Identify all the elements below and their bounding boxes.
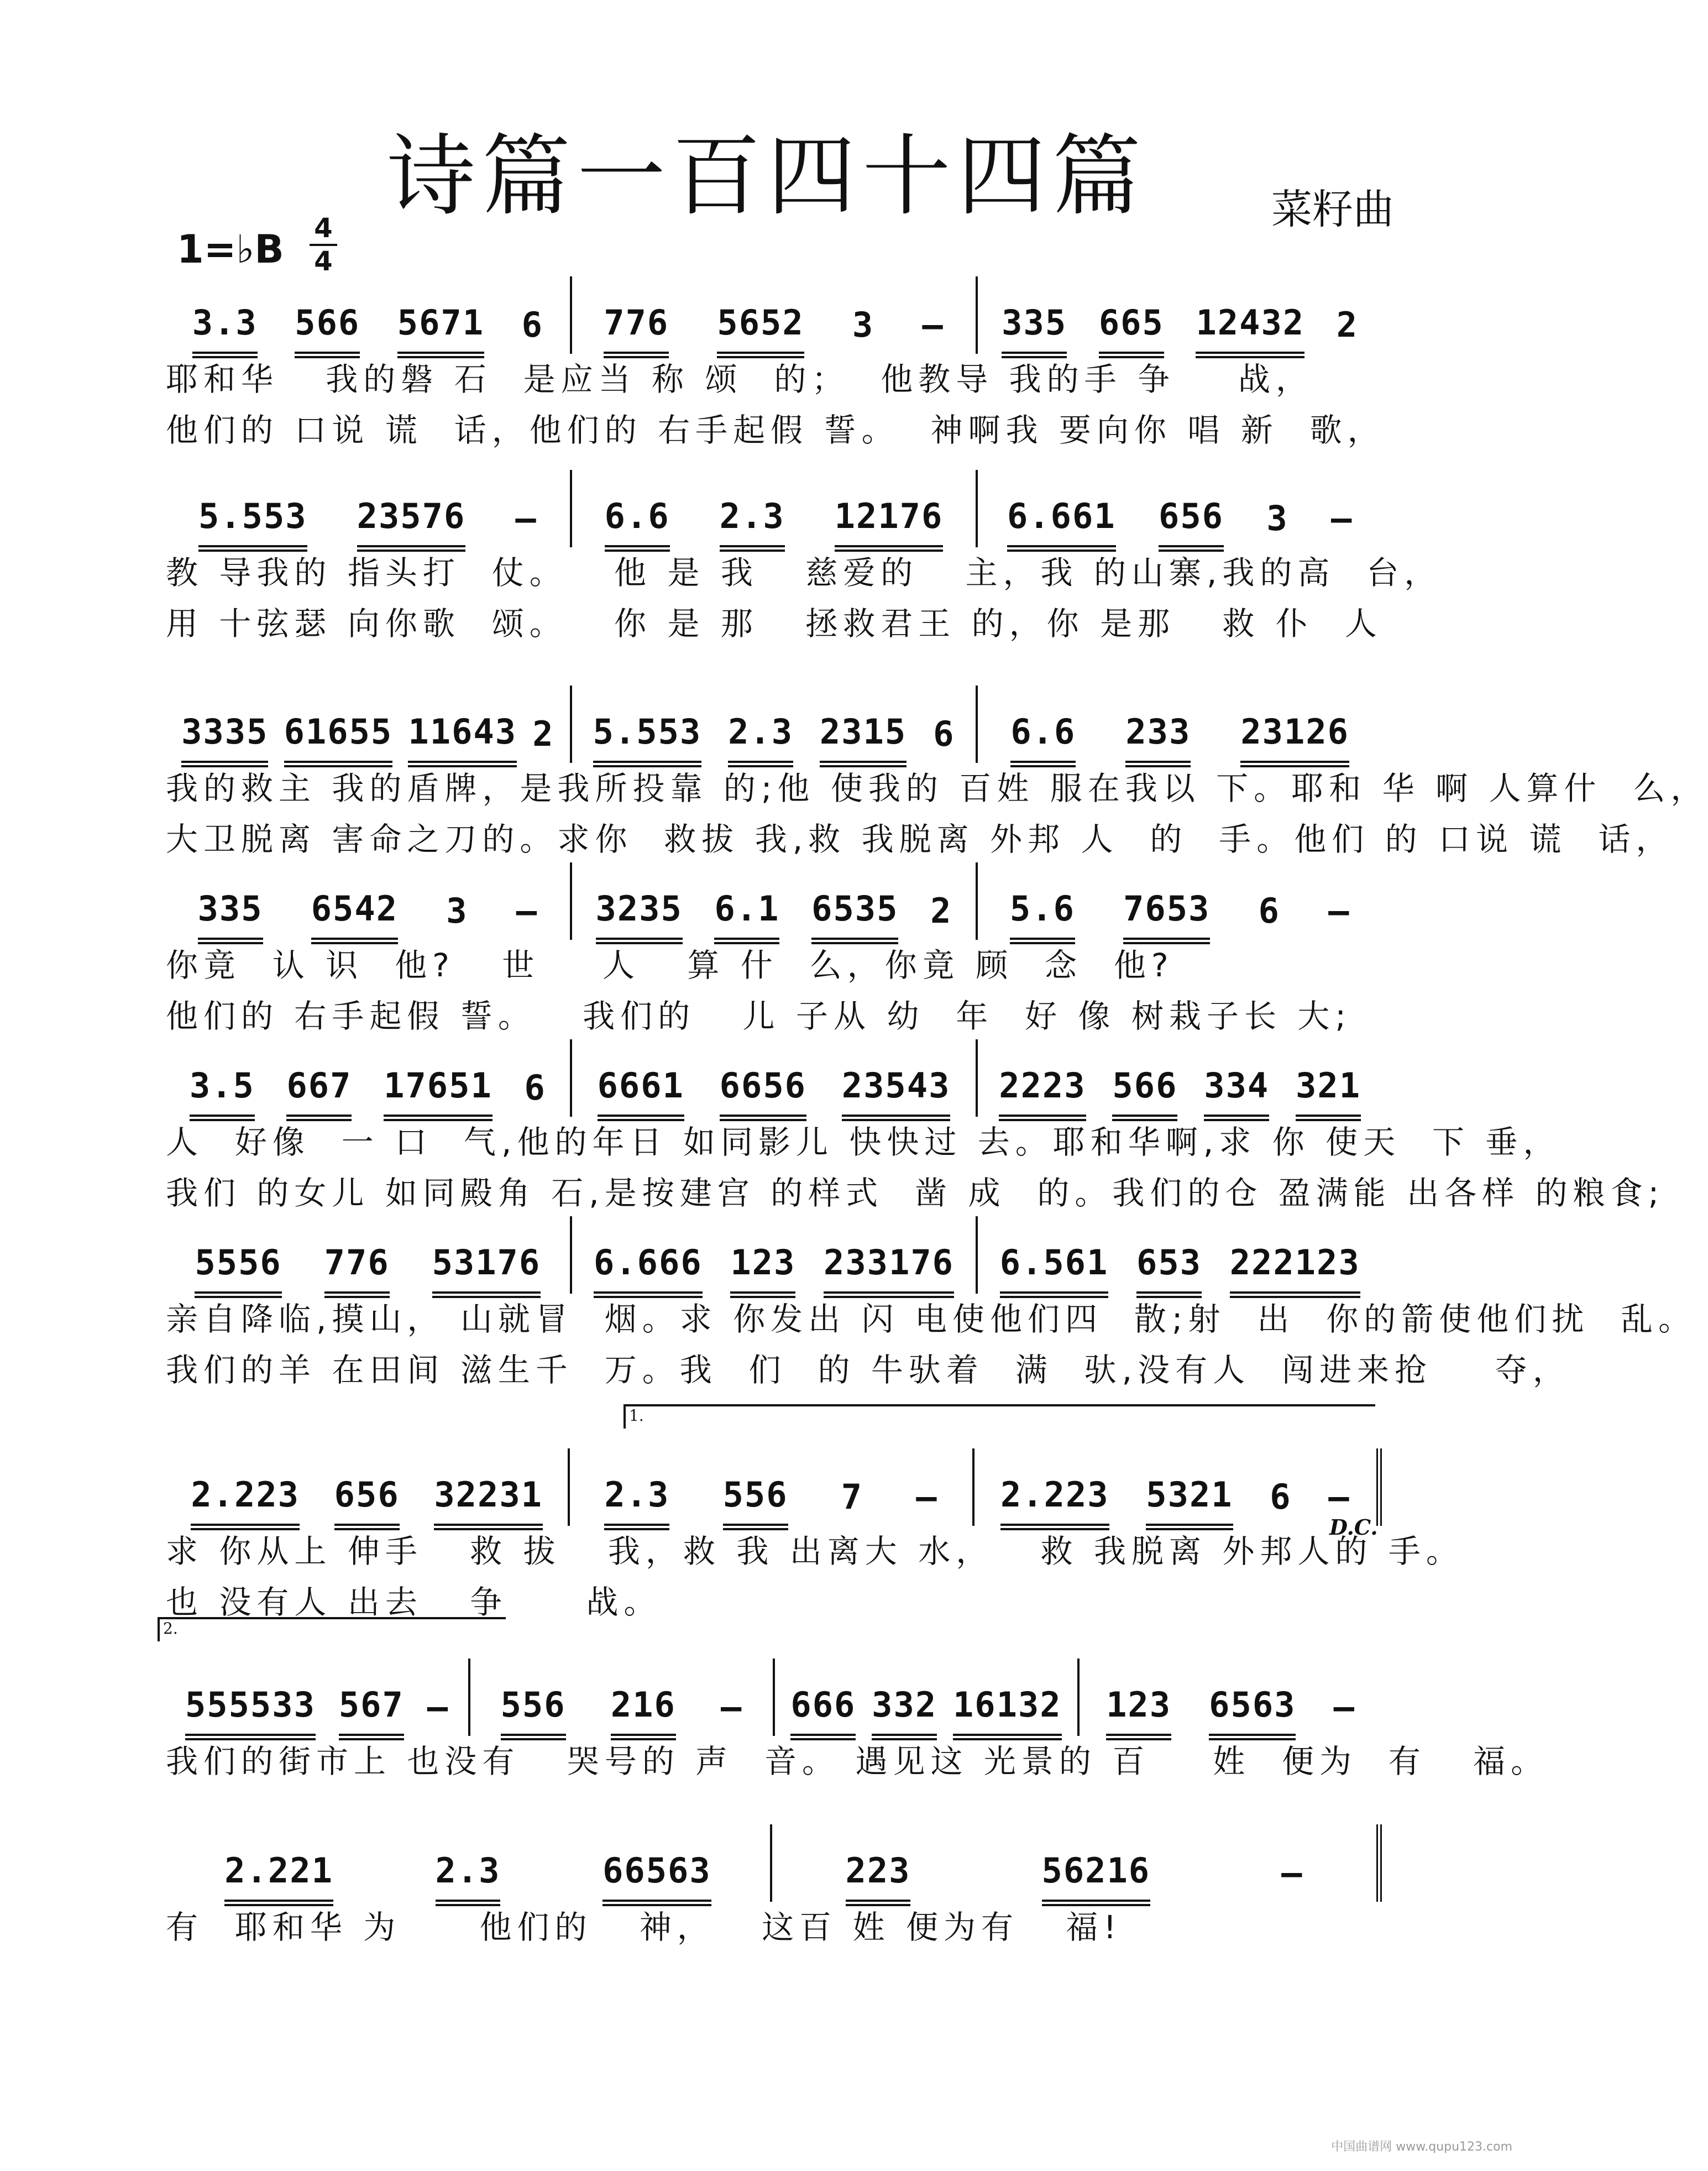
measure	[773, 1659, 1077, 1736]
note-group: 6.1	[714, 888, 779, 940]
measure	[568, 1448, 972, 1526]
measure	[166, 1448, 568, 1526]
lyric-verse-2: 也 没有人 出去 争 战。	[166, 1583, 662, 1621]
note-group: 123	[730, 1242, 795, 1294]
da-capo-mark: D.C.	[1329, 1515, 1378, 1540]
measure	[976, 276, 1382, 354]
note-group: 56216	[1042, 1850, 1151, 1902]
lyric-verse-1: 教 导我的 指头打 仗。 他 是 我 慈爱的 主，我 的山寨,我的高 台，	[166, 554, 1442, 592]
measure	[166, 1659, 468, 1736]
note-group: 5556	[195, 1242, 281, 1294]
note-group: 567	[339, 1685, 404, 1736]
note-group: 2315	[820, 712, 907, 763]
note-group: 6563	[1209, 1685, 1296, 1736]
note-group: –	[916, 1477, 938, 1517]
note-group: 3335	[181, 712, 268, 763]
watermark: 中国曲谱网 www.qupu123.com	[1331, 2140, 1512, 2154]
note-group: 5652	[717, 302, 804, 354]
note-group: –	[515, 498, 537, 538]
note-group: 216	[611, 1685, 676, 1736]
note-group: 11643	[408, 712, 517, 763]
score-line	[166, 276, 1385, 456]
key-signature: 1=♭B	[177, 227, 284, 272]
lyric-verse-2: 大卫脱离 害命之刀的。求你 救拔 我,救 我脱离 外邦 人 的 手。他们 的 口说 谎 话，	[166, 820, 1674, 858]
measure	[770, 1824, 1382, 1902]
lyric-verse-2: 我们的羊 在田间 滋生千 万。我 们 的 牛驮着 满 驮,没有人 闯进来抢 夺，	[166, 1351, 1570, 1389]
time-signature	[310, 213, 337, 277]
note-group: 66563	[602, 1850, 711, 1902]
note-group: 334	[1204, 1065, 1269, 1117]
score-line	[166, 1448, 1464, 1628]
measure	[468, 1659, 773, 1736]
note-group: 5671	[397, 302, 484, 354]
note-group: 6	[521, 305, 543, 345]
note-group: 23126	[1240, 712, 1349, 763]
note-group: 5.553	[198, 496, 307, 547]
note-group: 6.661	[1007, 496, 1116, 547]
note-group: –	[1333, 1687, 1355, 1727]
notation-line	[166, 1039, 1382, 1117]
note-group: 2.3	[604, 1474, 669, 1526]
lyric-verse-1: 求 你从上 伸手 救 拔 我，救 我 出离大 水， 救 我脱离 外邦人的 手。	[166, 1532, 1464, 1570]
note-group: 6.6	[605, 496, 670, 547]
note-group: 5321	[1146, 1474, 1233, 1526]
notation-line	[166, 686, 1382, 763]
note-group: 2.3	[720, 496, 785, 547]
note-group: 776	[604, 302, 669, 354]
measure	[976, 470, 1382, 547]
note-group: 3	[446, 891, 468, 931]
notation-line	[166, 1448, 1382, 1526]
notation-line	[166, 862, 1382, 940]
note-group: 335	[198, 888, 263, 940]
measure	[166, 470, 570, 547]
note-group: 32231	[434, 1474, 543, 1526]
lyric-verse-1: 人 好像 一 口 气,他的年日 如同影儿 快快过 去。耶和华啊,求 你 使天 下 垂，	[166, 1123, 1561, 1161]
measure	[570, 1216, 976, 1294]
note-group: 6656	[720, 1065, 806, 1117]
measure	[976, 1039, 1382, 1117]
score-line	[166, 470, 1442, 649]
note-group: 3.3	[192, 302, 258, 354]
note-group: 6	[1270, 1477, 1292, 1517]
note-group: –	[427, 1687, 449, 1727]
note-group: –	[1328, 891, 1350, 931]
measure	[570, 686, 976, 763]
note-group: 656	[334, 1474, 400, 1526]
note-group: 7	[841, 1477, 863, 1517]
note-group: 2223	[999, 1065, 1086, 1117]
note-group: 667	[286, 1065, 352, 1117]
note-group: 16132	[953, 1685, 1062, 1736]
note-group: 5.553	[593, 712, 702, 763]
note-group: 6.666	[594, 1242, 703, 1294]
time-signature-bottom: 4	[314, 246, 333, 277]
lyric-verse-2: 他们的 口说 谎 话，他们的 右手起假 誓。 神啊我 要向你 唱 新 歌，	[166, 411, 1385, 449]
note-group: 3235	[596, 888, 683, 940]
lyric-verse-1: 我的救主 我的盾牌，是我所投靠 的;他 使我的 百姓 服在我以 下。耶和 华 啊 人算什 么，	[166, 770, 1708, 807]
composer-credit: 菜籽曲	[1271, 186, 1394, 233]
note-group: 332	[872, 1685, 937, 1736]
notation-line	[166, 1824, 1382, 1902]
note-group: 2	[532, 714, 554, 754]
lyric-verse-1: 耶和华 我的磐 石 是应当 称 颂 的； 他教导 我的手 争 战，	[166, 360, 1313, 398]
score-line	[166, 1824, 1382, 1953]
volta-first-ending: 1.	[624, 1404, 1375, 1429]
lyric-verse-1: 我们的街市上 也没有 哭号的 声 音。 遇见这 光景的 百 姓 便为 有 福。	[166, 1743, 1549, 1780]
lyric-verse-2: 他们的 右手起假 誓。 我们的 儿 子从 幼 年 好 像 树栽子长 大;	[166, 997, 1351, 1035]
score-line	[166, 862, 1382, 1042]
note-group: 233176	[824, 1242, 954, 1294]
measure	[570, 470, 976, 547]
note-group: 53176	[432, 1242, 541, 1294]
time-signature-top: 4	[310, 213, 337, 246]
note-group: 222123	[1230, 1242, 1360, 1294]
note-group: 7653	[1123, 888, 1210, 940]
note-group: 6	[933, 714, 955, 754]
measure	[166, 1216, 570, 1294]
note-group: 123	[1106, 1685, 1171, 1736]
note-group: –	[1281, 1853, 1303, 1893]
note-group: 2.223	[191, 1474, 300, 1526]
note-group: 556	[723, 1474, 788, 1526]
measure	[570, 1039, 976, 1117]
note-group: 23576	[357, 496, 466, 547]
lyric-verse-1: 有 耶和华 为 他们的 神， 这百 姓 便为有 福!	[166, 1908, 1122, 1946]
note-group: –	[1331, 498, 1353, 538]
note-group: 6542	[311, 888, 398, 940]
measure	[570, 862, 976, 940]
note-group: 566	[295, 302, 360, 354]
measure	[166, 1824, 770, 1902]
score-line	[166, 1216, 1696, 1395]
note-group: 335	[1002, 302, 1067, 354]
note-group: 653	[1136, 1242, 1202, 1294]
note-group: –	[721, 1687, 743, 1727]
measure	[976, 862, 1382, 940]
note-group: 2.223	[1000, 1474, 1109, 1526]
score-line	[166, 1659, 1549, 1787]
note-group: 776	[324, 1242, 390, 1294]
notation-line	[166, 1659, 1382, 1736]
note-group: 17651	[384, 1065, 493, 1117]
lyric-verse-1: 亲自降临,摸山， 山就冒 烟。求 你发出 闪 电使他们四 散;射 出 你的箭使他们扰 乱。	[166, 1300, 1696, 1338]
note-group: 6.6	[1010, 712, 1076, 763]
note-group: 6	[524, 1068, 546, 1108]
note-group: 2	[1336, 305, 1359, 345]
note-group: 3	[1266, 498, 1288, 538]
note-group: 2.221	[224, 1850, 333, 1902]
note-group: 23543	[842, 1065, 951, 1117]
measure	[976, 1216, 1382, 1294]
note-group: 556	[501, 1685, 566, 1736]
note-group: 2.3	[436, 1850, 501, 1902]
note-group: 3	[852, 305, 874, 345]
note-group: 6535	[811, 888, 898, 940]
lyric-verse-2: 用 十弦瑟 向你歌 颂。 你 是 那 拯救君王 的，你 是那 救 仆 人	[166, 605, 1382, 642]
measure	[972, 1448, 1382, 1526]
note-group: 321	[1296, 1065, 1361, 1117]
note-group: 666	[790, 1685, 856, 1736]
notation-line	[166, 276, 1382, 354]
score-line	[166, 686, 1708, 865]
note-group: 2.3	[728, 712, 793, 763]
measure	[570, 276, 976, 354]
note-group: 566	[1112, 1065, 1177, 1117]
note-group: 3.5	[190, 1065, 255, 1117]
note-group: 12176	[835, 496, 944, 547]
note-group: 5.6	[1010, 888, 1075, 940]
note-group: 6	[1258, 891, 1280, 931]
note-group: 233	[1125, 712, 1191, 763]
note-group: 2	[930, 891, 952, 931]
note-group: 656	[1159, 496, 1224, 547]
measure	[166, 862, 570, 940]
note-group: 6.561	[1000, 1242, 1109, 1294]
song-title: 诗篇一百四十四篇	[386, 124, 1148, 228]
notation-line	[166, 470, 1382, 547]
note-group: 223	[846, 1850, 911, 1902]
measure	[1077, 1659, 1382, 1736]
measure	[976, 686, 1382, 763]
lyric-verse-1: 你竟 认 识 他? 世 人 算 什 么，你竟 顾 念 他?	[166, 946, 1174, 984]
volta-second-ending: 2.	[158, 1617, 506, 1641]
note-group: –	[1328, 1477, 1350, 1517]
note-group: 6661	[598, 1065, 684, 1117]
notation-line	[166, 1216, 1382, 1294]
measure	[166, 276, 570, 354]
score-line	[166, 1039, 1665, 1218]
note-group: 665	[1099, 302, 1164, 354]
measure	[166, 1039, 570, 1117]
lyric-verse-2: 我们 的女儿 如同殿角 石,是按建宫 的样式 凿 成 的。我们的仓 盈满能 出各样 的粮食;	[166, 1174, 1665, 1212]
note-group: –	[516, 891, 538, 931]
note-group: 555533	[185, 1685, 316, 1736]
note-group: –	[922, 305, 944, 345]
note-group: 61655	[284, 712, 393, 763]
measure	[166, 686, 570, 763]
note-group: 12432	[1196, 302, 1304, 354]
